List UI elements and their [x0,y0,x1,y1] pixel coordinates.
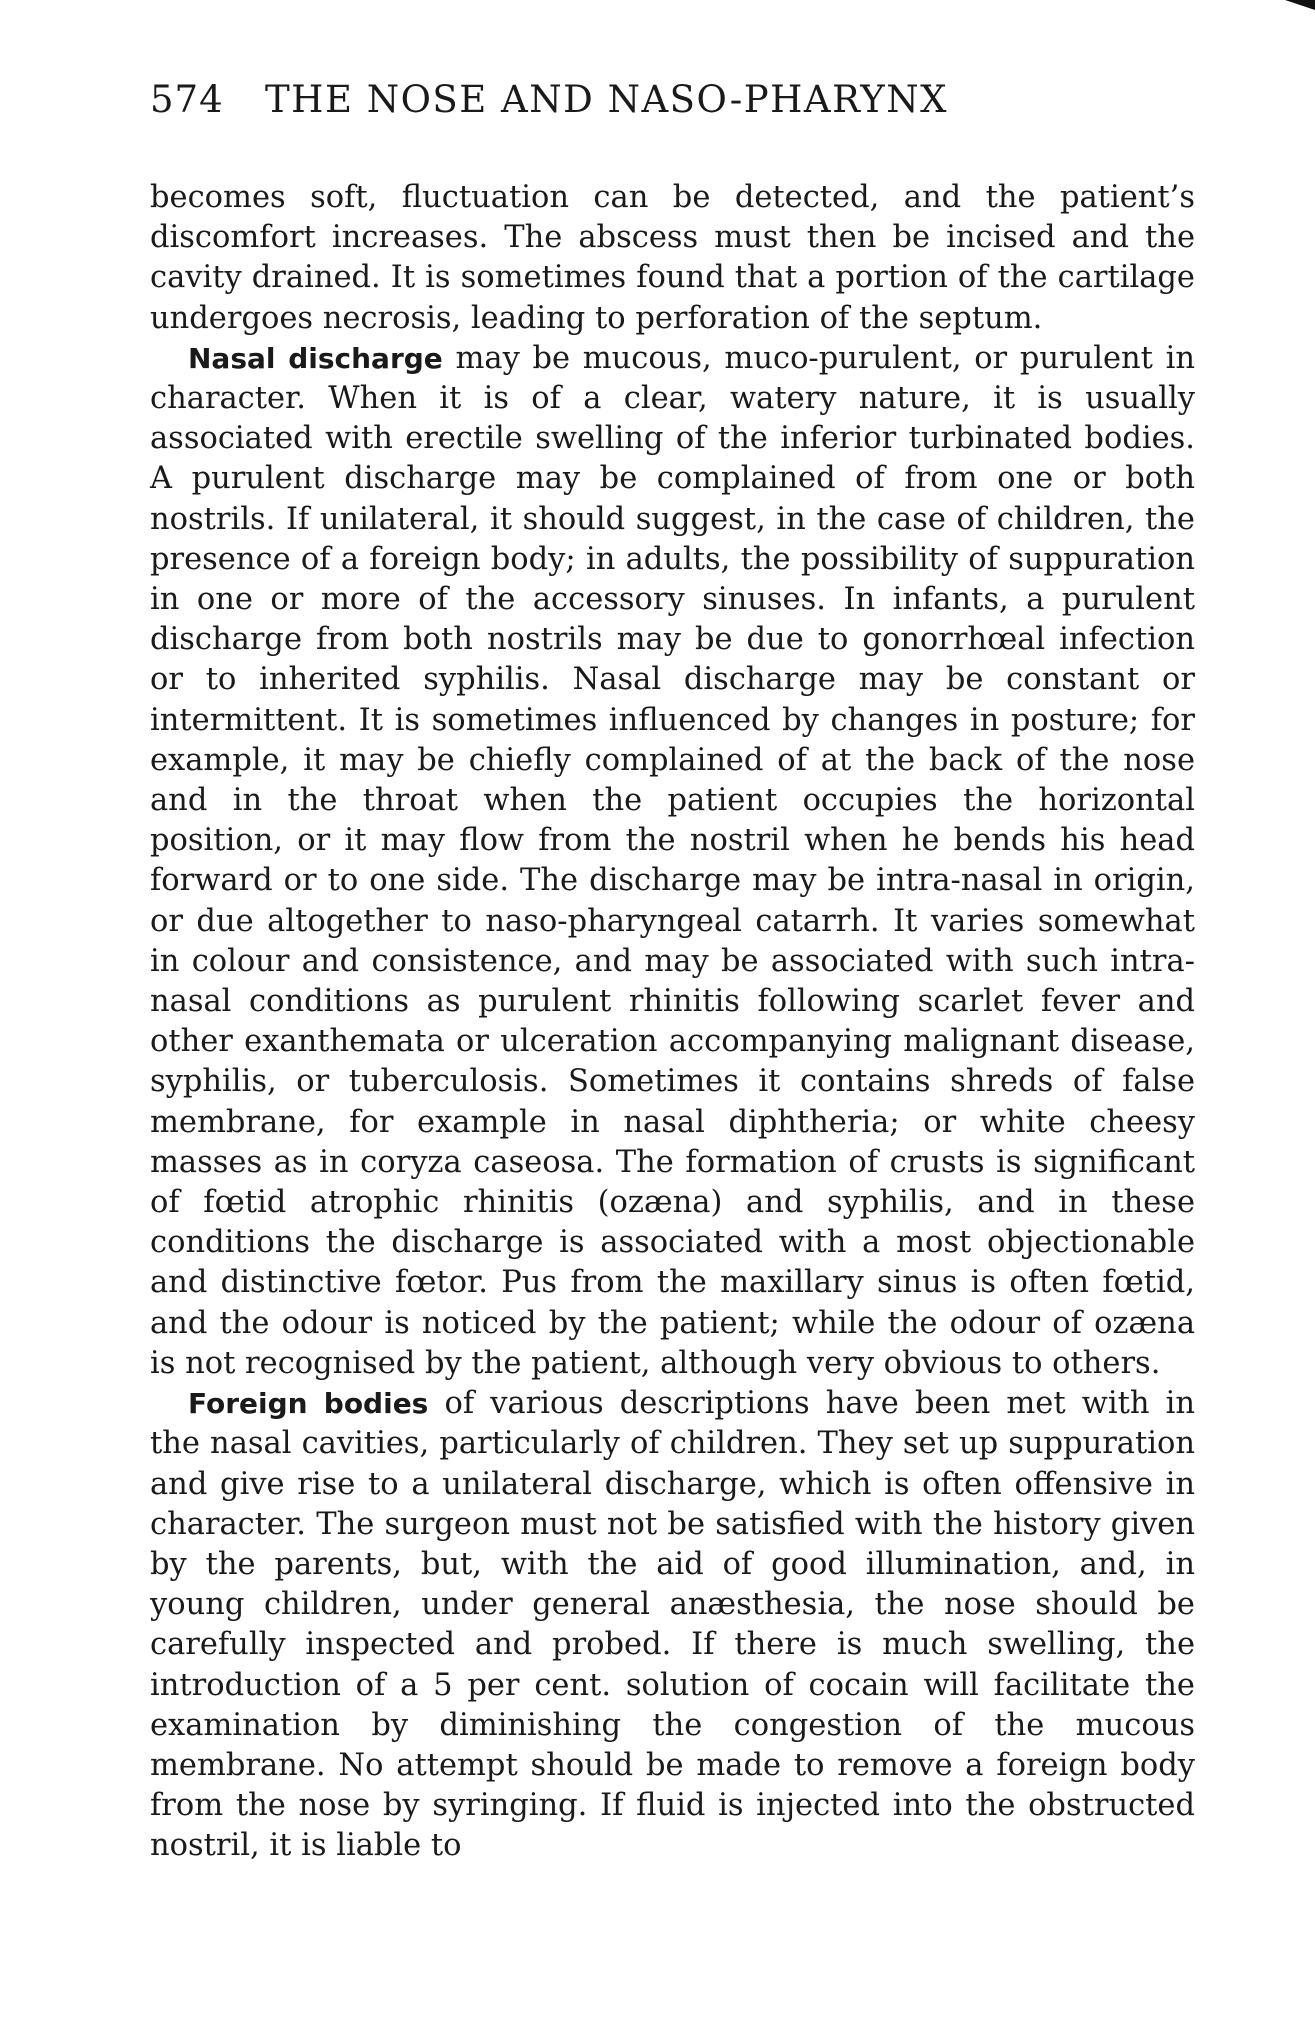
page-body [150,178,1195,1867]
page-header [150,78,1195,148]
page-number: 574 [150,78,224,121]
term-nasal-discharge: Nasal discharge [188,341,443,375]
running-head: THE NOSE AND NASO-PHARYNX [265,78,948,121]
paragraph-foreign-bodies [150,1384,1195,1866]
paragraph-text: may be mucous, muco-purulent, or purulent in character. When it is of a clear, watery nature, it is usually associated with erectile swelling of the inferior turbinated bodies. A purulent discharge may be complained of from one or both nostrils. If unilateral, it should suggest, in the case of children, the presence of a foreign body; in adults, the possibility of suppuration in one or more of the accessory sinuses. In infants, a purulent discharge from both nostrils may be due to gonorrhœal infection or to inherited syphilis. Nasal discharge may be constant or intermittent. It is sometimes influenced by changes in posture; for example, it may be chiefly complained of at the back of the nose and in the throat when the patient occupies the horizontal position, or it may flow from the nostril when he bends his head forward or to one side. The discharge may be intra-nasal in origin, or due altogether to naso-pharyngeal catarrh. It varies somewhat in colour and consistence, and may be associated with such intra-nasal conditions as purulent rhinitis following scarlet fever and other exanthemata or ulceration accompanying malignant disease, syphilis, or tuberculosis. Sometimes it contains shreds of false membrane, for example in nasal diphtheria; or white cheesy masses as in coryza caseosa. The formation of crusts is significant of fœtid atrophic rhinitis (ozæna) and syphilis, and in these conditions the discharge is associated with a most objectionable and distinctive fœtor. Pus from the maxillary sinus is often fœtid, and the odour is noticed by the patient; while the odour of ozæna is not recognised by the patient, although very obvious to others. [150,340,1195,1381]
page-corner-mark [1285,0,1315,10]
term-foreign-bodies: Foreign bodies [188,1387,429,1421]
paragraph-continuation [150,178,1195,339]
book-page [150,78,1195,1867]
paragraph-nasal-discharge [150,339,1195,1384]
paragraph-text: of various descriptions have been met with in the nasal cavities, particularly of children. They set up suppuration and give rise to a unilateral discharge, which is often offensive in character. The surgeon must not be satisfied with the history given by the parents, but, with the aid of good illumination, and, in young children, under general anæsthesia, the nose should be carefully inspected and probed. If there is much swelling, the introduction of a 5 per cent. solution of cocain will facilitate the examination by diminishing the congestion of the mucous membrane. No attempt should be made to remove a foreign body from the nose by syringing. If fluid is injected into the obstructed nostril, it is liable to [150,1386,1195,1864]
paragraph-text: becomes soft, fluctuation can be detected, and the patient’s discomfort increases. The abscess must then be incised and the cavity drained. It is sometimes found that a portion of the cartilage undergoes necrosis, leading to perforation of the septum. [150,180,1195,336]
